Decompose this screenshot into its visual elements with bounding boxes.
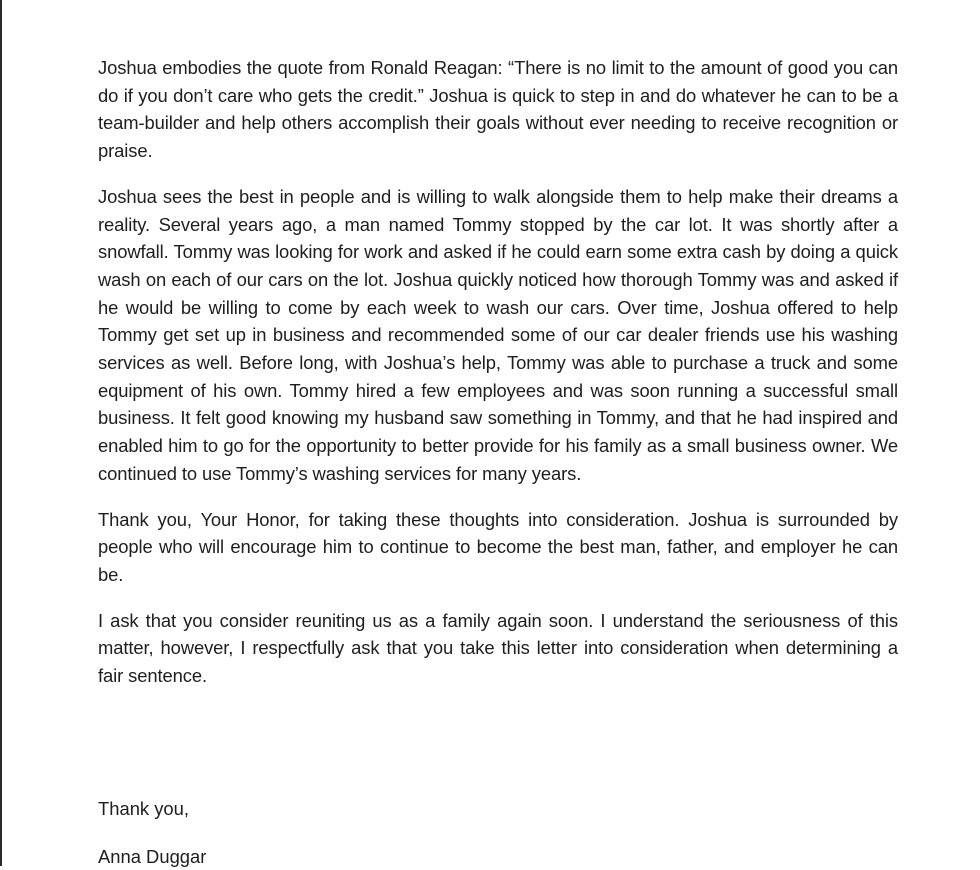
paragraph-thank-you-honor: Thank you, Your Honor, for taking these thoughts into consideration. Joshua is surrounded by people who will encourage him to continue to become the best man, father, and employer he can be. [98, 508, 898, 585]
closing-line: Thank you, [98, 798, 189, 819]
paragraph-request: I ask that you consider reuniting us as a family again soon. I understand the seriousness of this matter, however, I respectfully ask that you take this letter into consideration when determining a fair sentence. [98, 609, 898, 687]
signature-name: Anna Duggar [98, 846, 207, 867]
paragraph-tommy-story: Joshua sees the best in people and is willing to walk alongside them to help make their dreams a reality. Several years ago, a man named Tommy stopped by the car lot. It was shortly after a snowfall. Tommy was looking for work and asked if he could earn some extra cash by doing a quick wash on each of our cars on the lot. Joshua quickly noticed how thorough Tommy was and asked if he would be willing to come by each week to wash our cars. Over time, Joshua offered to help Tommy get set up in business and recommended some of our car dealer friends use his washing services as well. Before long, with Joshua’s help, Tommy was able to purchase a truck and some equipment of his own. Tommy hired a few employees and was soon running a successful small business. It felt good knowing my husband saw something in Tommy, and that he had inspired and enabled him to go for the opportunity to better provide for his family as a small business owner. We continued to use Tommy’s washing services for many years. [98, 185, 898, 484]
paragraph-reagan-quote: Joshua embodies the quote from Ronald Reagan: “There is no limit to the amount of good you can do if you don’t care who gets the credit.” Joshua is quick to step in and do whatever he can to be a team-builder and help others accomplish their goals without ever needing to receive recognition or praise. [98, 57, 898, 162]
letter-body [98, 54, 898, 708]
